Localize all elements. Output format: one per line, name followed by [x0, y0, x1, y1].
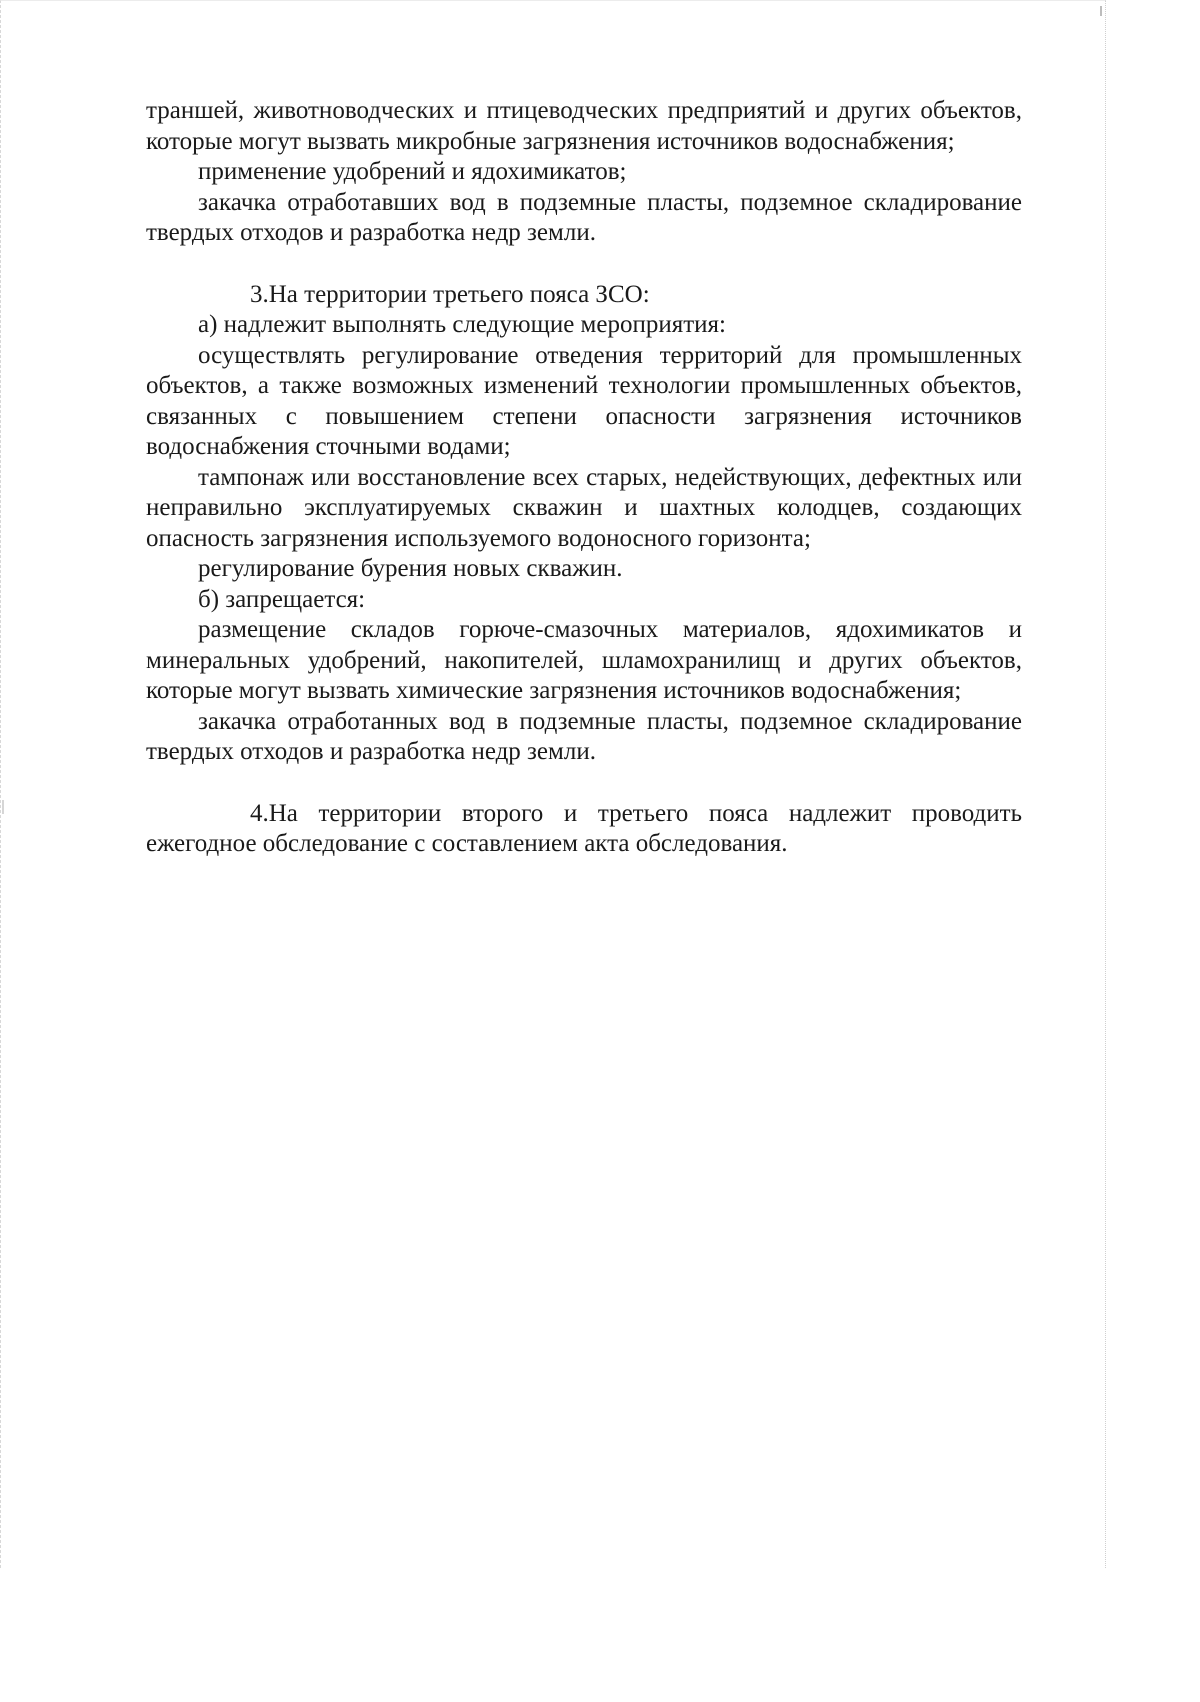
document-body [146, 96, 1022, 860]
item-number: 3. [250, 280, 269, 308]
scan-mark [2, 800, 4, 814]
paragraph-gap [146, 768, 1022, 799]
numbered-item-4 [146, 799, 1022, 860]
paragraph-gap [146, 249, 1022, 280]
paragraph: а) надлежит выполнять следующие мероприятия: [198, 311, 726, 338]
paragraph: закачка отработанных вод в подземные пласты, подземное складирование твердых отходов и разработка недр земли. [146, 707, 1022, 765]
paragraph: применение удобрений и ядохимикатов; [198, 158, 627, 185]
item-text: На территории третьего пояса ЗСО: [268, 280, 650, 308]
numbered-item-3 [146, 280, 1022, 311]
paragraph: размещение складов горюче-смазочных материалов, ядохимикатов и минеральных удобрений, накопителей, шламохранилищ и других объектов, которые могут вызвать химические загрязнения источников водоснабжения; [146, 616, 1022, 704]
paragraph: закачка отработавших вод в подземные пласты, подземное складирование твердых отходов и разработка недр земли. [146, 188, 1022, 246]
paragraph: осуществлять регулирование отведения территорий для промышленных объектов, а также возможных изменений технологии промышленных объектов, связанных с повышением степени опасности загрязнения источников водоснабжения сточными водами; [146, 341, 1022, 460]
item-number: 4. [250, 799, 269, 827]
paragraph: траншей, животноводческих и птицеводческих предприятий и других объектов, которые могут вызвать микробные загрязнения источников водоснабжения; [146, 97, 1022, 155]
paragraph: тампонаж или восстановление всех старых, недействующих, дефектных или неправильно эксплуатируемых скважин и шахтных колодцев, создающих опасность загрязнения используемого водоносного горизонта; [146, 463, 1022, 552]
paragraph: б) запрещается: [198, 585, 366, 613]
scan-mark [1100, 6, 1102, 16]
paragraph: регулирование бурения новых скважин. [198, 555, 623, 582]
item-text: На территории второго и третьего пояса надлежит проводить ежегодное обследование с составлением акта обследования. [146, 799, 1022, 857]
